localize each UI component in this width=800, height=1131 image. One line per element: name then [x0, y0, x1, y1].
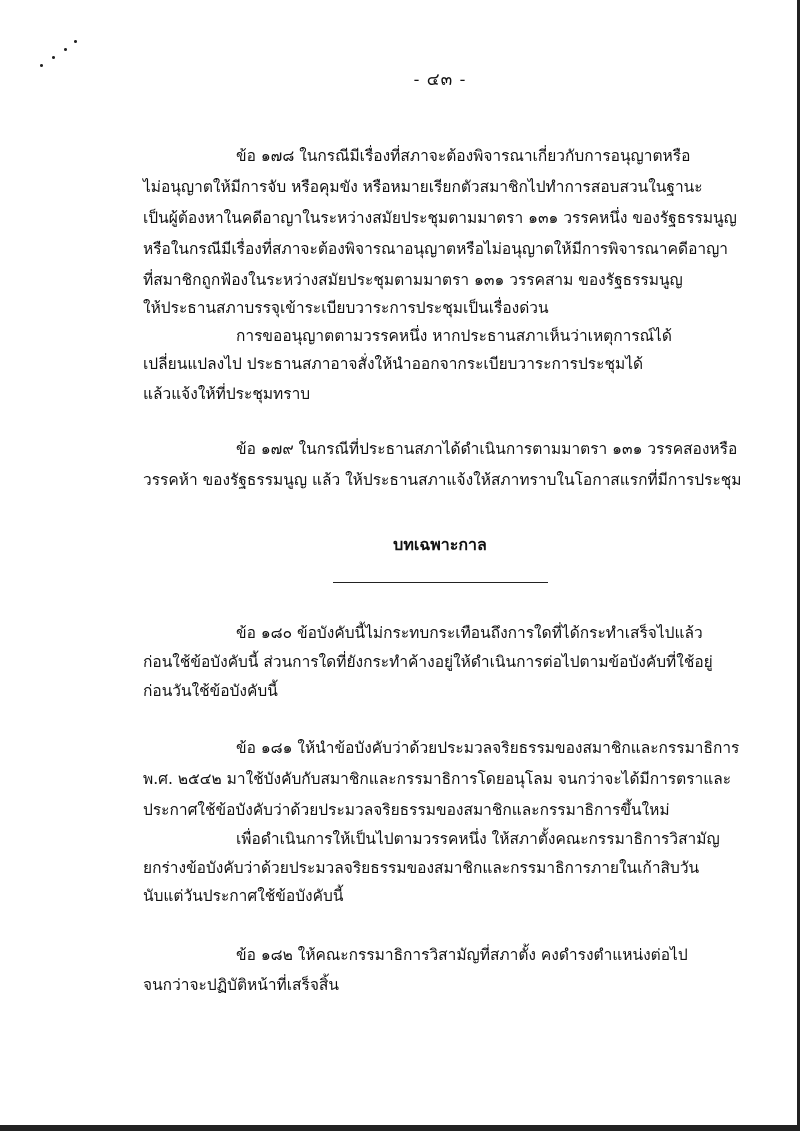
text-line: ข้อ ๑๗๘ ในกรณีมีเรื่องที่สภาจะต้องพิจารณาเกี่ยวกับการอนุญาตหรือ [236, 147, 691, 165]
text-line: ก่อนวันใช้ข้อบังคับนี้ [143, 682, 278, 700]
scan-edge-bottom [0, 1125, 800, 1131]
text-line: แล้วแจ้งให้ที่ประชุมทราบ [143, 385, 311, 403]
text-line: ให้ประธานสภาบรรจุเข้าระเบียบวาระการประชุมเป็นเรื่องด่วน [143, 299, 549, 317]
text-line: เปลี่ยนแปลงไป ประธานสภาอาจสั่งให้นำออกจากระเบียบวาระการประชุมได้ [143, 355, 644, 373]
text-line: จนกว่าจะปฏิบัติหน้าที่เสร็จสิ้น [143, 976, 339, 994]
text-line: ข้อ ๑๘๒ ให้คณะกรรมาธิการวิสามัญที่สภาตั้ง คงดำรงตำแหน่งต่อไป [236, 946, 688, 964]
text-line: ยกร่างข้อบังคับว่าด้วยประมวลจริยธรรมของสมาชิกและกรรมาธิการภายในเก้าสิบวัน [143, 859, 700, 877]
text-line: ข้อ ๑๗๙ ในกรณีที่ประธานสภาได้ดำเนินการตามมาตรา ๑๓๑ วรรคสองหรือ [236, 440, 738, 458]
text-line: หรือในกรณีมีเรื่องที่สภาจะต้องพิจารณาอนุญาตหรือไม่อนุญาตให้มีการพิจารณาคดีอาญา [143, 240, 728, 258]
text-line: พ.ศ. ๒๕๔๒ มาใช้บังคับกับสมาชิกและกรรมาธิการโดยอนุโลม จนกว่าจะได้มีการตราและ [143, 770, 732, 788]
text-line: ไม่อนุญาตให้มีการจับ หรือคุมขัง หรือหมายเรียกตัวสมาชิกไปทำการสอบสวนในฐานะ [143, 178, 703, 196]
text-line: ที่สมาชิกถูกฟ้องในระหว่างสมัยประชุมตามมาตรา ๑๓๑ วรรคสาม ของรัฐธรรมนูญ [143, 271, 683, 289]
heading-rule [333, 582, 548, 583]
text-line: วรรคห้า ของรัฐธรรมนูญ แล้ว ให้ประธานสภาแจ้งให้สภาทราบในโอกาสแรกที่มีการประชุม [143, 471, 742, 489]
speck [52, 56, 55, 59]
text-line: การขออนุญาตตามวรรคหนึ่ง หากประธานสภาเห็นว่าเหตุการณ์ได้ [236, 327, 672, 345]
section-heading: บทเฉพาะกาล [393, 535, 487, 554]
text-line: ประกาศใช้ข้อบังคับว่าด้วยประมวลจริยธรรมของสมาชิกและกรรมาธิการขึ้นใหม่ [143, 801, 670, 819]
speck [64, 48, 67, 51]
page-number: - ๔๓ - [413, 70, 467, 90]
text-line: ก่อนใช้ข้อบังคับนี้ ส่วนการใดที่ยังกระทำค้างอยู่ให้ดำเนินการต่อไปตามข้อบังคับที่ใช้อยู่ [143, 653, 713, 671]
text-line: ข้อ ๑๘๑ ให้นำข้อบังคับว่าด้วยประมวลจริยธรรมของสมาชิกและกรรมาธิการ [236, 739, 740, 757]
text-line: เพื่อดำเนินการให้เป็นไปตามวรรคหนึ่ง ให้สภาตั้งคณะกรรมาธิการวิสามัญ [236, 830, 720, 848]
speck [74, 40, 77, 43]
text-line: ข้อ ๑๘๐ ข้อบังคับนี้ไม่กระทบกระเทือนถึงการใดที่ได้กระทำเสร็จไปแล้ว [236, 624, 703, 642]
text-line: นับแต่วันประกาศใช้ข้อบังคับนี้ [143, 887, 344, 905]
text-line: เป็นผู้ต้องหาในคดีอาญาในระหว่างสมัยประชุมตามมาตรา ๑๓๑ วรรคหนึ่ง ของรัฐธรรมนูญ [143, 209, 737, 227]
